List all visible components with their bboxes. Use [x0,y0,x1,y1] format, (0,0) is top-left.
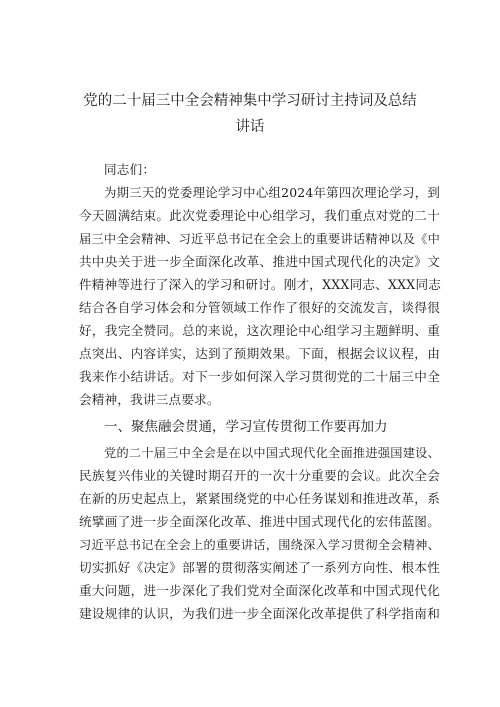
document-title-continued: 讲话 [235,119,265,135]
paragraph2-line: 民族复兴伟业的关键时期召开的一次十分重要的会议。此次全会 [79,468,440,483]
paragraph1-line: 结合各自学习体会和分管领域工作作了很好的交流发言，谈得很 [79,300,440,315]
paragraph1-line: 点突出、内容详实，达到了预期效果。下面，根据会议议程，由 [79,346,440,361]
paragraph2-line: 党的二十届三中全会是在以中国式现代化全面推进强国建设、 [104,446,440,460]
paragraph1-line: 为期三天的党委理论学习中心组2024年第四次理论学习，到 [104,185,440,200]
section-heading: 一、聚焦融会贯通，学习宣传贯彻工作要再加力 [104,419,388,435]
paragraph1-line: 我来作小结讲话。对下一步如何深入学习贯彻党的二十届三中全 [79,369,440,384]
paragraph1-line: 今天圆满结束。此次党委理论中心组学习，我们重点对党的二十 [79,208,440,223]
paragraph1-line: 件精神等进行了深入的学习和研讨。刚才，XXX同志、XXX同志 [79,277,442,292]
paragraph1-line: 届三中全会精神、习近平总书记在全会上的重要讲话精神以及《中 [79,232,440,246]
salutation: 同志们： [104,162,156,177]
paragraph2-line: 建设规律的认识，为我们进一步全面深化改革提供了科学指南和 [79,606,440,621]
paragraph2-line: 习近平总书记在全会上的重要讲话，围绕深入学习贯彻全会精神、 [79,538,440,552]
paragraph2-line: 统擘画了进一步全面深化改革、推进中国式现代化的宏伟蓝图。 [79,514,440,529]
document-title: 党的二十届三中全会精神集中学习研讨主持词及总结 [83,93,417,109]
paragraph2-line: 在新的历史起点上，紧紧围绕党的中心任务谋划和推进改革，系 [79,491,440,506]
paragraph2-line: 切实抓好《决定》部署的贯彻落实阐述了一系列方向性、根本性 [79,560,440,575]
paragraph1-line: 好，我完全赞同。总的来说，这次理论中心组学习主题鲜明、重 [79,323,440,338]
paragraph1-line: 会精神，我讲三点要求。 [79,392,220,407]
paragraph2-line: 重大问题，进一步深化了我们党对全面深化改革和中国式现代化 [79,583,440,598]
paragraph1-line: 共中央关于进一步全面深化改革、推进中国式现代化的决定》文 [79,254,440,269]
